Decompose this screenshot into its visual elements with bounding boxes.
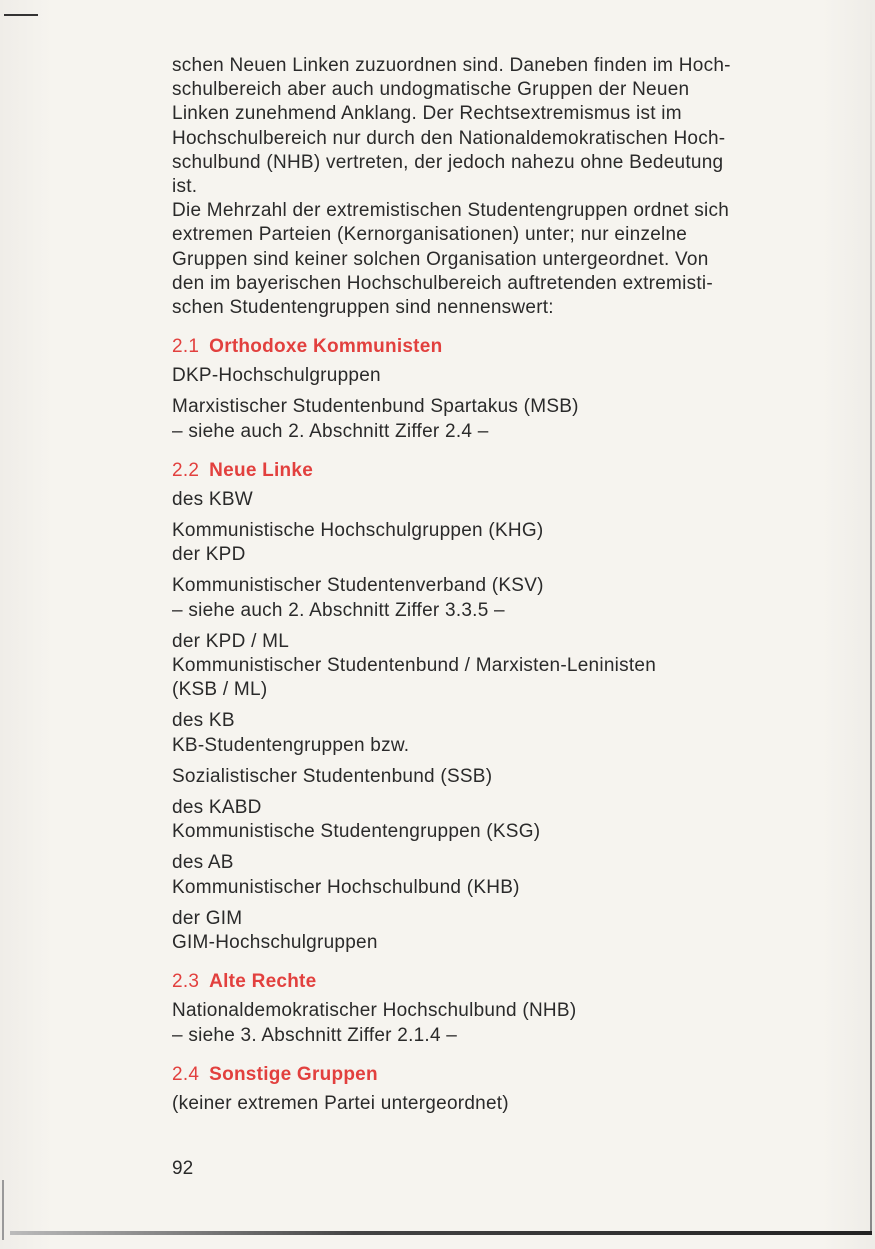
section-heading-2-4 — [172, 1060, 836, 1090]
section-title: Orthodoxe Kommunisten — [209, 336, 443, 358]
entry-line: der GIM — [172, 907, 243, 929]
text-line: Die Mehrzahl der extremistischen Studentengruppen ordnet sich — [172, 200, 730, 222]
entry-line: Sozialistischer Studentenbund (SSB) — [172, 765, 493, 787]
list-item — [172, 796, 836, 844]
text-line: Hochschulbereich nur durch den Nationaldemokratischen Hoch- — [172, 127, 726, 149]
page-number: 92 — [172, 1158, 194, 1179]
entry-line: des KABD — [172, 797, 262, 819]
entry-line: GIM-Hochschulgruppen — [172, 932, 378, 954]
text-line: extremen Parteien (Kernorganisationen) unter; nur einzelne — [172, 224, 688, 246]
list-item — [172, 709, 836, 757]
entry-line: Kommunistische Hochschulgruppen (KHG) — [172, 520, 544, 542]
section-number: 2.2 — [172, 459, 200, 481]
entry-line: Marxistischer Studentenbund Spartakus (MSB) — [172, 396, 579, 418]
scan-corner-mark — [4, 14, 38, 16]
scan-bottom-edge — [10, 1231, 872, 1235]
list-item — [172, 364, 836, 388]
list-item — [172, 395, 836, 443]
entry-line: – siehe auch 2. Abschnitt Ziffer 2.4 – — [172, 420, 489, 442]
text-line: den im bayerischen Hochschulbereich auftretenden extremisti- — [172, 272, 713, 294]
list-item — [172, 519, 836, 567]
entry-line: KB-Studentengruppen bzw. — [172, 734, 410, 756]
list-item — [172, 907, 836, 955]
section-title: Alte Rechte — [209, 971, 317, 993]
page-content — [172, 54, 836, 1116]
list-item — [172, 765, 836, 789]
entry-line: Nationaldemokratischer Hochschulbund (NHB) — [172, 1000, 577, 1022]
text-line: ist. — [172, 176, 198, 198]
section-title: Sonstige Gruppen — [209, 1063, 378, 1085]
list-item — [172, 1092, 836, 1116]
intro-paragraph-2 — [172, 199, 836, 320]
intro-paragraph-1 — [172, 54, 836, 199]
entry-line: Kommunistischer Hochschulbund (KHB) — [172, 876, 520, 898]
entry-line: (KSB / ML) — [172, 679, 268, 701]
entry-line: – siehe 3. Abschnitt Ziffer 2.1.4 – — [172, 1024, 458, 1046]
list-item — [172, 999, 836, 1047]
section-number: 2.4 — [172, 1063, 200, 1085]
entry-line: des KBW — [172, 488, 253, 510]
section-title: Neue Linke — [209, 459, 314, 481]
entry-line: DKP-Hochschulgruppen — [172, 365, 381, 387]
entry-line: (keiner extremen Partei untergeordnet) — [172, 1092, 509, 1114]
entry-line: – siehe auch 2. Abschnitt Ziffer 3.3.5 – — [172, 599, 505, 621]
list-item — [172, 851, 836, 899]
text-line: schen Neuen Linken zuzuordnen sind. Daneben finden im Hoch- — [172, 55, 731, 76]
section-heading-2-3 — [172, 967, 836, 997]
entry-line: der KPD — [172, 544, 246, 566]
entry-line: Kommunistischer Studentenbund / Marxisten-Leninisten — [172, 655, 657, 677]
text-line: Linken zunehmend Anklang. Der Rechtsextremismus ist im — [172, 103, 682, 125]
text-line: Gruppen sind keiner solchen Organisation untergeordnet. Von — [172, 248, 709, 270]
section-number: 2.3 — [172, 971, 200, 993]
entry-line: des AB — [172, 852, 234, 874]
list-item — [172, 630, 836, 703]
section-number: 2.1 — [172, 336, 200, 358]
text-line: schulbund (NHB) vertreten, der jedoch nahezu ohne Bedeutung — [172, 151, 724, 173]
entry-line: des KB — [172, 710, 235, 732]
list-item — [172, 488, 836, 512]
text-line: schen Studentengruppen sind nennenswert: — [172, 297, 554, 319]
text-line: schulbereich aber auch undogmatische Gruppen der Neuen — [172, 79, 690, 101]
entry-line: der KPD / ML — [172, 630, 290, 652]
section-heading-2-1 — [172, 332, 836, 362]
entry-line: Kommunistische Studentengruppen (KSG) — [172, 821, 541, 843]
entry-line: Kommunistischer Studentenverband (KSV) — [172, 575, 544, 597]
list-item — [172, 574, 836, 622]
scan-left-edge — [2, 1180, 4, 1240]
scan-right-edge — [870, 0, 872, 1235]
section-heading-2-2 — [172, 456, 836, 486]
